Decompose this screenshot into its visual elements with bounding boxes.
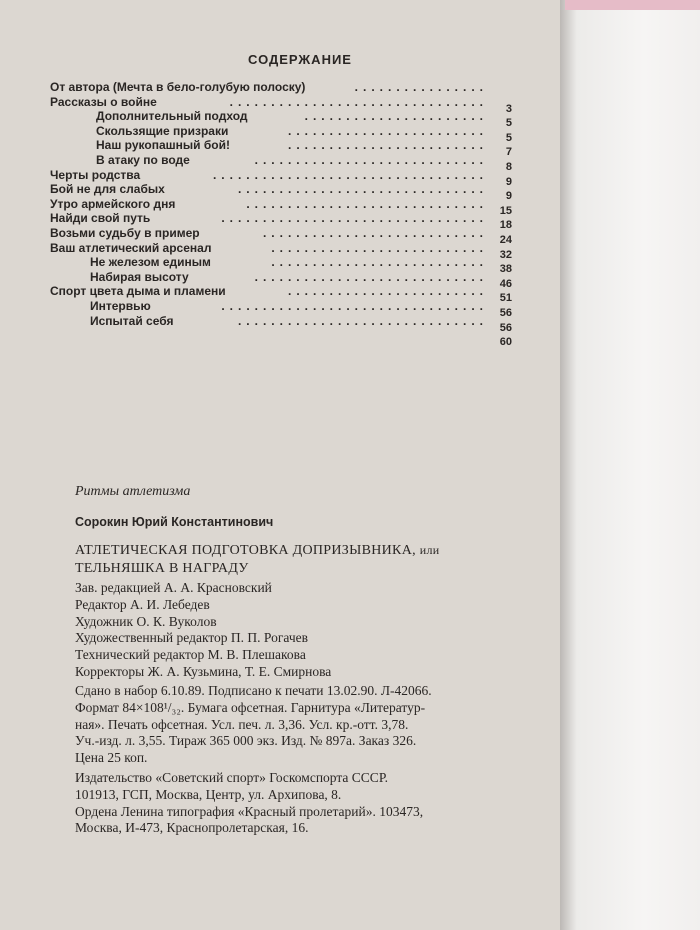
toc-entry-label: Возьми судьбу в пример [50,225,200,240]
toc-entry-page: 5 [505,131,512,144]
toc-entry-label: Бой не для слабых [50,182,165,197]
toc-entry-page: 56 [499,306,512,319]
toc-entry-page: 5 [505,117,512,130]
next-page-edge [560,0,700,930]
toc-entry [50,167,512,188]
publisher-line: Ордена Ленина типография «Красный пролетарий». 103473, [75,803,424,819]
toc-leader-dots: ...................... [304,109,488,124]
toc-entry-label: Черты родства [50,167,141,182]
toc-entry [50,313,512,334]
toc-entry [50,138,512,159]
toc-entry-page: 3 [505,102,512,115]
staff-line: Художественный редактор П. П. Рогачев [75,630,308,646]
table-of-contents [50,80,512,349]
toc-entry [50,284,512,305]
toc-entry [50,182,512,203]
toc-entry [50,328,512,349]
toc-entry-page: 56 [499,321,512,334]
publishing-info [75,683,525,767]
pub-line: Цена 25 коп. [75,750,148,766]
book-title-or: или [419,543,440,557]
toc-entry-label: Скользящие призраки [96,123,229,138]
toc-entry-label: Рассказы о войне [50,94,157,109]
pub-line: Формат 84×108¹/₃₂. Бумага офсетная. Гарнитура «Литератур- [75,699,426,715]
book-title-line2: ТЕЛЬНЯШКА В НАГРАДУ [75,561,249,576]
toc-entry-page: 15 [499,204,512,217]
toc-entry-page: 51 [499,292,512,305]
staff-line: Корректоры Ж. А. Кузьмина, Т. Е. Смирнова [75,663,332,679]
toc-leader-dots: ........................ [287,138,488,153]
toc-leader-dots: ............................... [229,94,488,109]
publisher-line: Москва, И-473, Краснопролетарская, 16. [75,820,309,836]
toc-entry-page: 46 [499,277,512,290]
book-title [75,541,525,578]
pub-line: ная». Печать офсетная. Усл. печ. л. 3,36. Усл. кр.-отт. 3,78. [75,716,409,732]
toc-entry [50,152,512,173]
toc-entry-label: Дополнительный подход [96,109,248,124]
toc-leader-dots: .......................... [271,240,488,255]
toc-entry-label: Наш рукопашный бой! [96,138,230,153]
toc-entry-label: Интервью [90,298,151,313]
toc-leader-dots: ............................ [254,269,488,284]
toc-entry-label: Ваш атлетический арсенал [50,240,212,255]
toc-entry [50,109,512,130]
toc-entry-label: Испытай себя [90,313,174,328]
staff-line: Редактор А. И. Лебедев [75,596,210,612]
toc-leader-dots: ............................ [254,152,488,167]
toc-entry-page: 38 [499,263,512,276]
toc-entry [50,80,510,95]
toc-title: СОДЕРЖАНИЕ [248,52,352,67]
toc-leader-dots: ........................... [262,225,488,240]
staff-line: Зав. редакцией А. А. Красновский [75,580,272,595]
toc-leader-dots: ................................. [212,167,488,182]
toc-leader-dots: ........................ [287,284,488,299]
toc-entry-page: 32 [499,248,512,261]
toc-entry [50,94,512,115]
toc-entry-page: 60 [499,336,512,349]
toc-entry-label: Утро армейского дня [50,196,176,211]
toc-entry-page: 18 [499,219,512,232]
staff-list [75,580,525,681]
toc-entry-label: Не железом единым [90,255,211,270]
toc-leader-dots: ................................ [221,298,488,313]
toc-entry-page: 9 [505,175,512,188]
toc-entry [50,123,512,144]
pub-line: Уч.-изд. л. 3,55. Тираж 365 000 экз. Изд. № 897а. Заказ 326. [75,733,417,749]
publisher-line: Издательство «Советский спорт» Госкомспорта СССР. [75,770,389,785]
toc-entry-page: 8 [505,160,512,173]
author-name: Сорокин Юрий Константинович [75,515,274,529]
toc-entry-label: От автора (Мечта в бело-голубую полоску) [50,80,306,94]
toc-entry-page: 9 [505,190,512,203]
toc-entry [50,211,512,232]
toc-entry [50,240,512,261]
staff-line: Художник О. К. Вуколов [75,613,217,629]
publisher-info [75,770,525,837]
series-name: Ритмы атлетизма [75,484,191,499]
pub-line: Сдано в набор 6.10.89. Подписано к печати 13.02.90. Л-42066. [75,683,432,698]
toc-entry [50,255,512,276]
toc-entry-page: 24 [499,233,512,246]
background-corner [565,0,700,10]
toc-entry-label: Набирая высоту [90,269,189,284]
toc-leader-dots: .......................... [271,255,488,270]
toc-leader-dots: .............................. [237,182,488,197]
toc-entry [50,196,512,217]
toc-leader-dots: ............................. [246,196,488,211]
toc-entry-page: 7 [505,146,512,159]
toc-entry-label: Найди свой путь [50,211,151,226]
book-title-line1: АТЛЕТИЧЕСКАЯ ПОДГОТОВКА ДОПРИЗЫВНИКА, [75,543,416,558]
staff-line: Технический редактор М. В. Плешакова [75,647,306,663]
toc-leader-dots: ................................ [221,211,488,226]
toc-leader-dots: ........................ [287,123,488,138]
toc-leader-dots: ................ [354,80,488,94]
publisher-line: 101913, ГСП, Москва, Центр, ул. Архипова, 8. [75,786,342,802]
toc-entry-label: В атаку по воде [96,152,190,167]
toc-leader-dots: .............................. [237,313,488,328]
toc-entry-label: Спорт цвета дыма и пламени [50,284,226,299]
